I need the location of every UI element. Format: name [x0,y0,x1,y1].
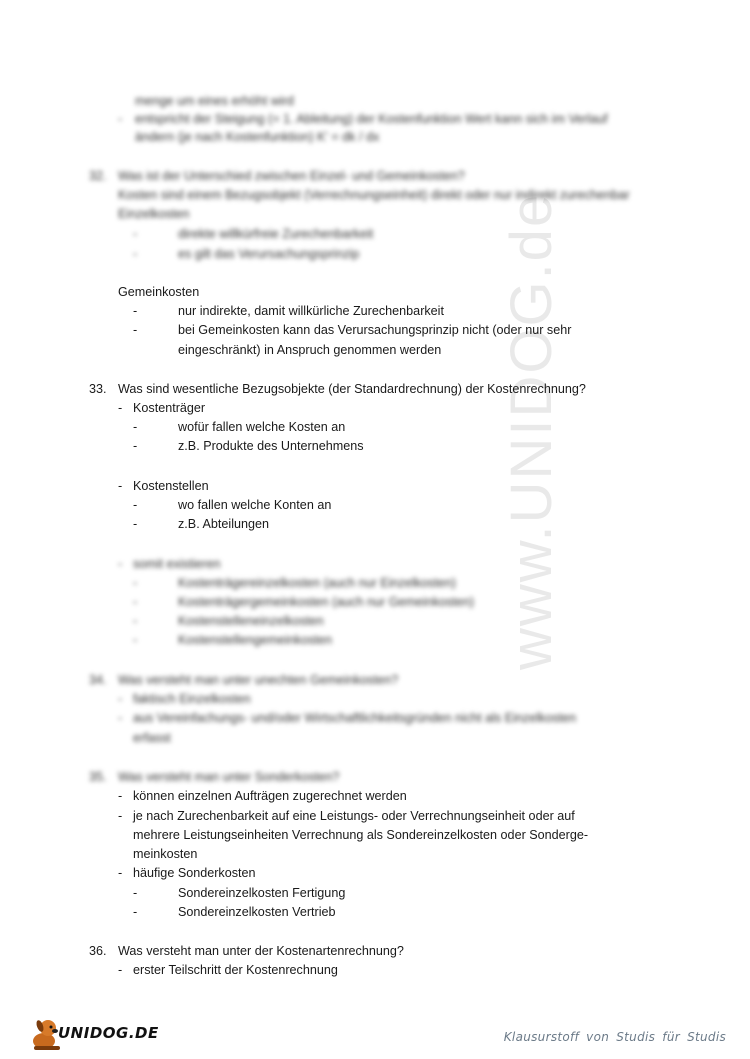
question-number: 36. [89,944,107,958]
list-item-text: es gilt das Verursachungsprinzip [178,247,360,261]
list-item-text: je nach Zurechenbarkeit auf eine Leistungs- oder Verrechnungseinheit oder auf [133,809,575,823]
bullet-dash: - [133,304,138,318]
list-item-text: Gemeinkosten [118,285,200,299]
list-item-text: Kostenstellen [133,479,209,493]
footer-tagline: Klausurstoff von Studis für Studis [503,1030,726,1044]
question-number: 34. [89,673,107,687]
bullet-dash: - [118,789,123,803]
bullet-dash: - [118,479,123,493]
list-item-text: wo fallen welche Konten an [178,498,332,512]
bullet-dash: - [133,614,138,628]
bullet-dash: - [133,595,138,609]
list-item-text: direkte willkürfreie Zurechenbarkeit [178,227,374,241]
bullet-dash: - [133,247,138,261]
list-item-text: bei Gemeinkosten kann das Verursachungsprinzip nicht (oder nur sehr [178,323,572,337]
list-item-text: häufige Sonderkosten [133,866,256,880]
bullet-dash: - [118,557,123,571]
bullet-dash: - [118,692,123,706]
bullet-dash: - [118,866,123,880]
list-item-text: nur indirekte, damit willkürliche Zurechenbarkeit [178,304,444,318]
list-item-text: Kostenträger [133,401,206,415]
list-item-text: z.B. Abteilungen [178,517,270,531]
list-item-text: ändern (je nach Kostenfunktion) K' = dk / dx [135,130,380,144]
bullet-dash: - [133,227,138,241]
watermark: www.UNIDOG.de [499,192,564,670]
list-item-text: Kostenträgergemeinkosten (auch nur Gemeinkosten) [178,595,475,609]
list-item-text: mehrere Leistungseinheiten Verrechnung als Sondereinzelkosten oder Sonderge- [133,828,589,842]
list-item-text: wofür fallen welche Kosten an [178,420,346,434]
list-item-text: können einzelnen Aufträgen zugerechnet werden [133,789,407,803]
list-item-text: entspricht der Steigung (= 1. Ableitung) der Kostenfunktion Wert kann sich im Verlauf [135,112,608,126]
list-item-text: Kostenträgereinzelkosten (auch nur Einzelkosten) [178,576,456,590]
question-number: 35. [89,770,107,784]
list-item-text: erfasst [133,731,171,745]
list-item-text: Sondereinzelkosten Fertigung [178,886,346,900]
bullet-dash: - [133,633,138,647]
bullet-dash: - [133,498,138,512]
list-item-text: aus Vereinfachungs- und/oder Wirtschaftlichkeitsgründen nicht als Einzelkosten [133,711,577,725]
list-item-text: Kosten sind einem Bezugsobjekt (Verrechnungseinheit) direkt oder nur indirekt zurechenbar [118,188,630,202]
question-text: Was versteht man unter Sonderkosten? [118,770,340,784]
question-text: Was versteht man unter unechten Gemeinkosten? [118,673,399,687]
list-item-text: meinkosten [133,847,198,861]
logo-text: UNIDOG.DE [58,1024,159,1042]
question-text: Was sind wesentliche Bezugsobjekte (der Standardrechnung) der Kostenrechnung? [118,382,586,396]
list-item-text: somit existieren [133,557,221,571]
list-item-text: Einzelkosten [118,207,190,221]
bullet-dash: - [133,886,138,900]
bullet-dash: - [118,809,123,823]
bullet-dash: - [133,905,138,919]
question-text: Was ist der Unterschied zwischen Einzel- und Gemeinkosten? [118,169,465,183]
list-item-text: z.B. Produkte des Unternehmens [178,439,364,453]
bullet-dash: - [133,439,138,453]
bullet-dash: - [133,323,138,337]
list-item-text: erster Teilschritt der Kostenrechnung [133,963,338,977]
bullet-dash: - [133,420,138,434]
question-number: 33. [89,382,107,396]
bullet-dash: - [118,711,123,725]
question-number: 32. [89,169,107,183]
list-item-text: Kostenstellengemeinkosten [178,633,333,647]
list-item-text: Kostenstelleneinzelkosten [178,614,324,628]
bullet-dash: - [133,517,138,531]
bullet-dash: - [118,112,123,126]
list-item-text: eingeschränkt) in Anspruch genommen werden [178,343,442,357]
list-item-text: menge um eines erhöht wird [135,94,294,108]
bullet-dash: - [118,401,123,415]
list-item-text: Sondereinzelkosten Vertrieb [178,905,336,919]
list-item-text: faktisch Einzelkosten [133,692,251,706]
bullet-dash: - [133,576,138,590]
question-text: Was versteht man unter der Kostenartenrechnung? [118,944,404,958]
bullet-dash: - [118,963,123,977]
